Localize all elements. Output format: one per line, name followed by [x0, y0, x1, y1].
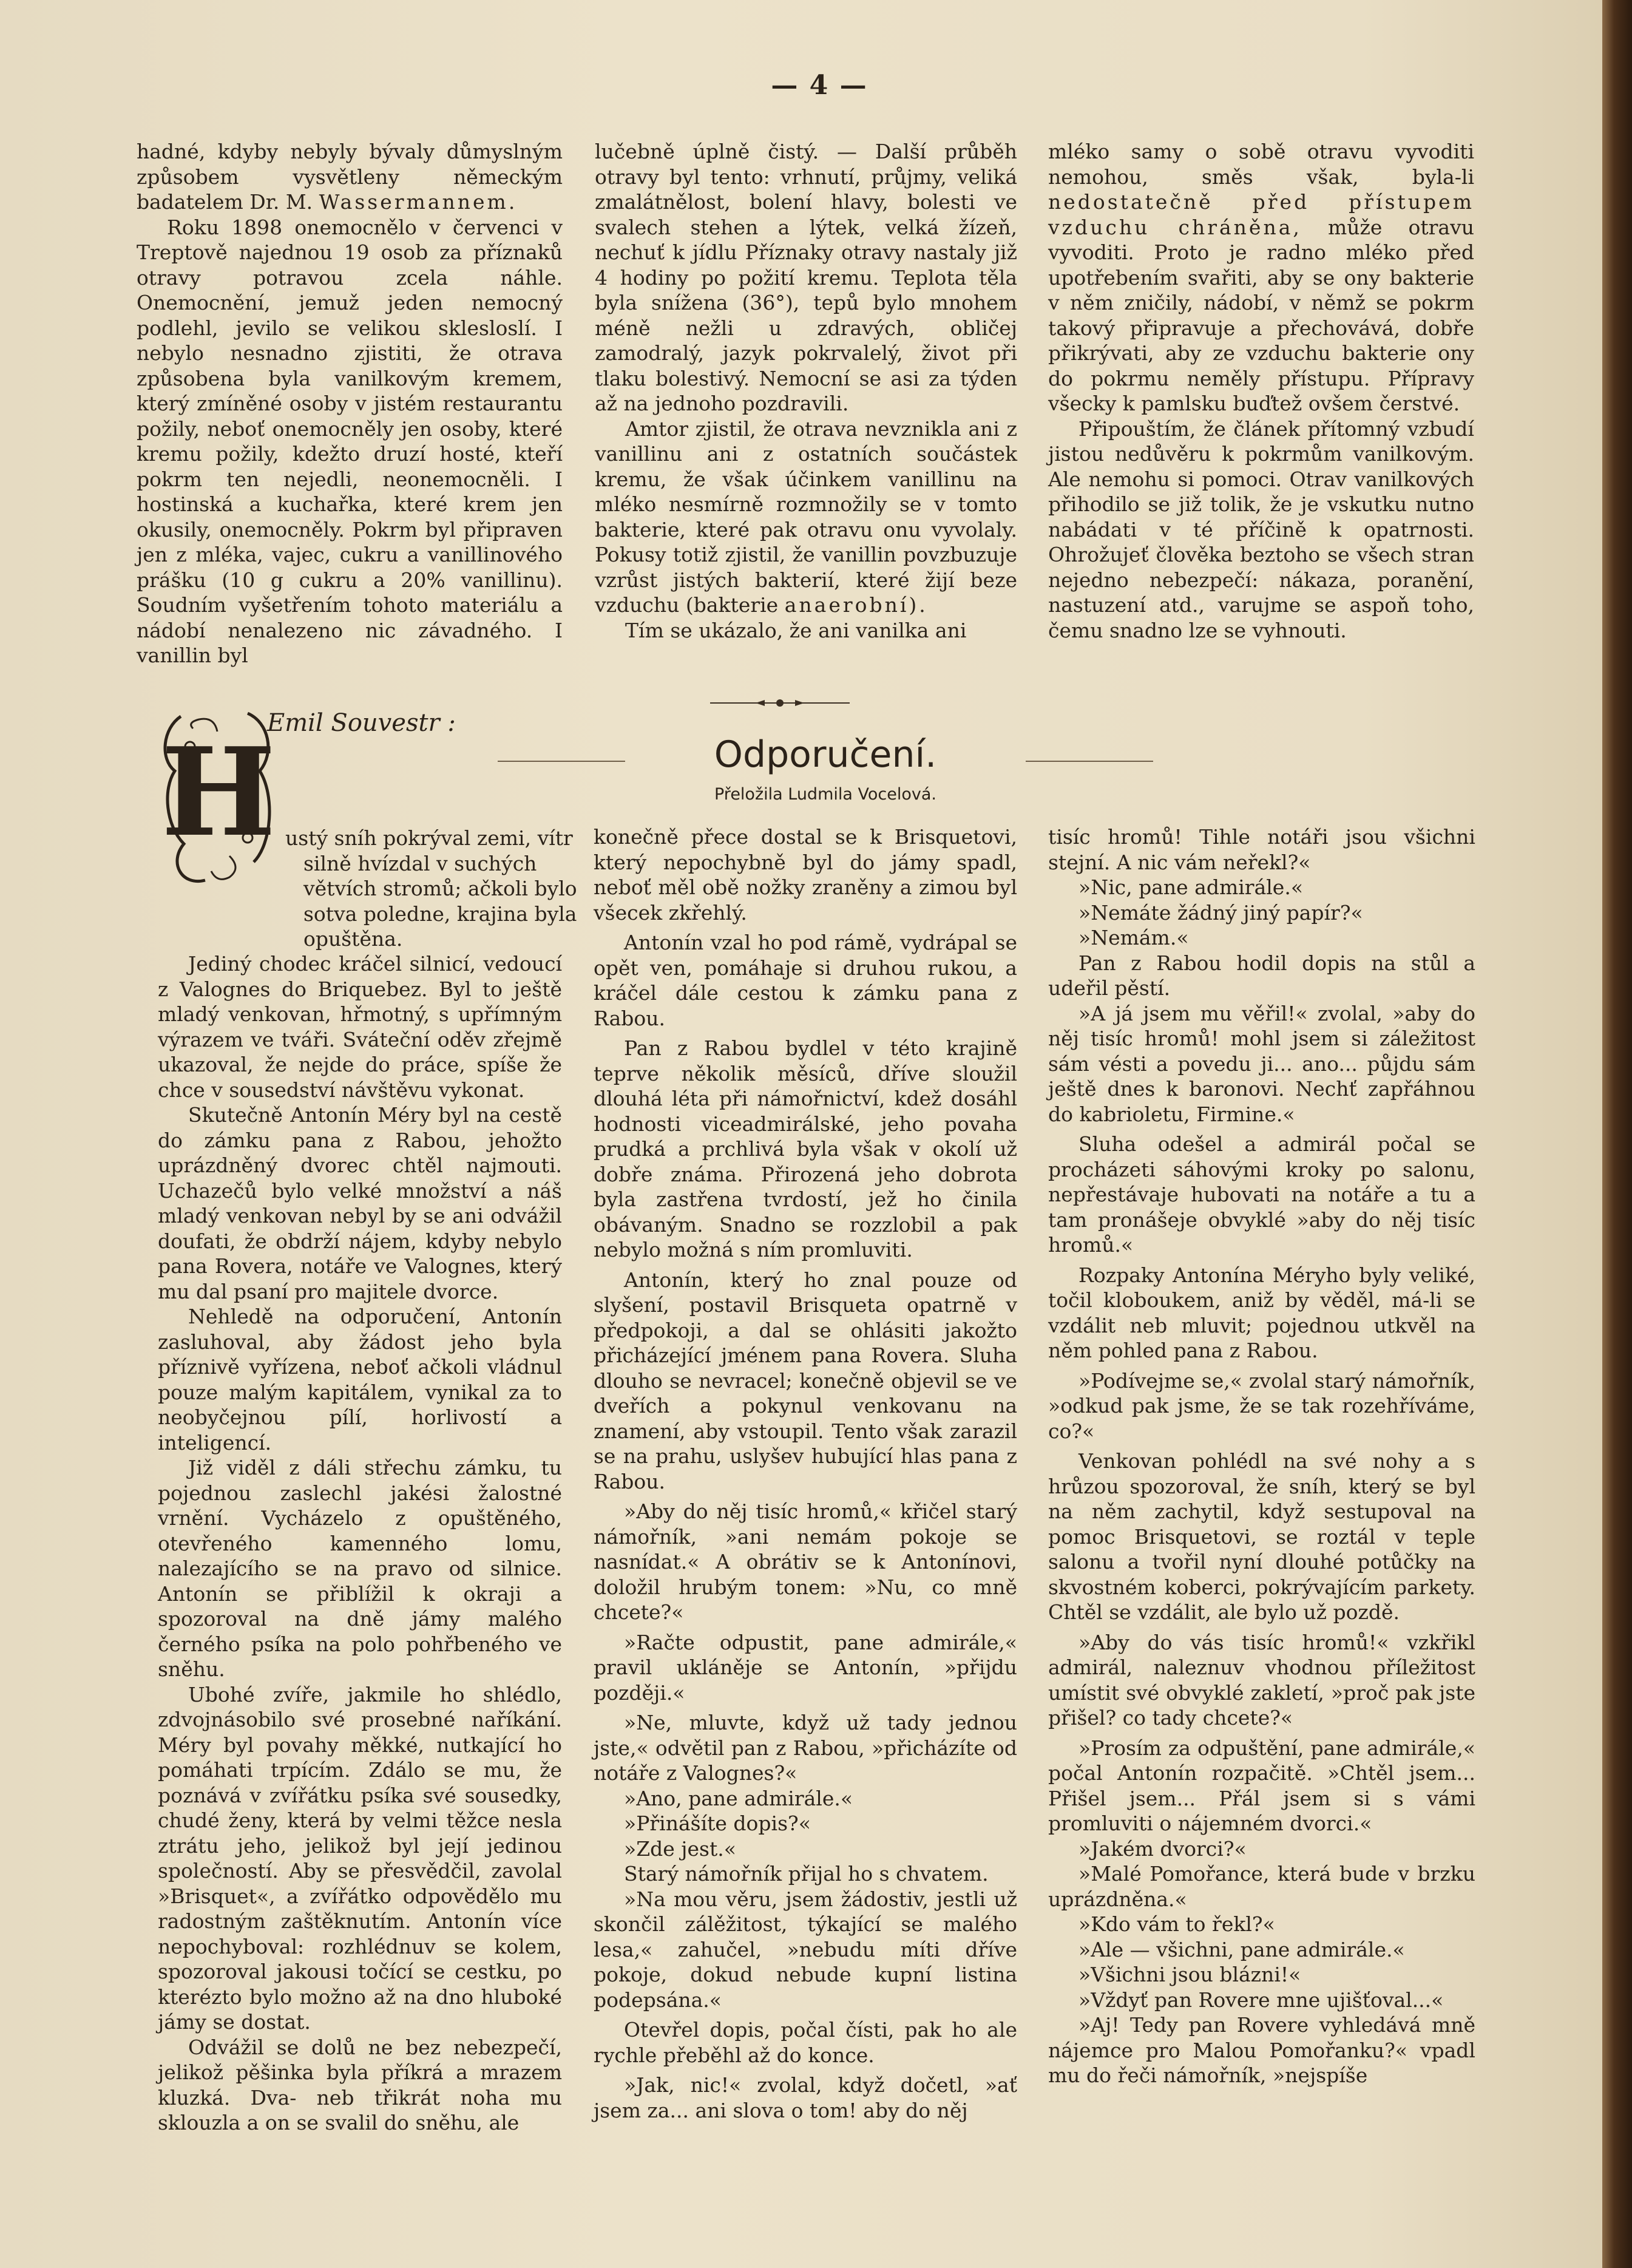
paragraph: Antonín, který ho znal pouze od slyšení, postavil Brisqueta opatrně v předpokoji, a dal se ohlásiti jakožto přicházející jménem pana Rovera. Sluha dlouho se nevracel; konečně objevil se ve dveřích a pokynul venkovanu na znamení, aby vstoupil. Tento však zarazil se na prahu, uslyšev hubující hlas pana z Rabou.	[594, 1268, 1017, 1493]
article1-column-1	[137, 139, 563, 668]
story-opening-lines	[285, 826, 577, 952]
paragraph: »Nemáte žádný jiný papír?«	[1078, 900, 1363, 925]
paragraph: tisíc hromů! Tihle notáři jsou všichni stejní. A nic vám neřekl?«	[1048, 825, 1475, 874]
paragraph: lučebně úplně čistý. — Další průběh otravy byl tento: vrhnutí, průjmy, veliká zmalátnělost, bolení hlavy, bolesti ve svalech stehen a lýtek, velká žízeň, nechuť k jídlu Příznaky otravy nastaly již 4 hodiny po požití kremu. Teplota těla byla snížena (36°), tepů bylo mnohem méně nežli u zdravých, obličej zamodralý, jazyk pokrvalelý, život při tlaku bolestivý. Nemocní se asi za týden až na jednoho pozdravili.	[595, 140, 1017, 415]
paragraph: Starý námořník přijal ho s chvatem.	[624, 1862, 989, 1886]
opening-line: větvích stromů; ačkoli bylo	[303, 877, 577, 900]
paragraph: Pan z Rabou hodil dopis na stůl a udeřil pěstí.	[1048, 951, 1475, 1000]
paragraph: »Podívejme se,« zvolal starý námořník, »odkud pak jsme, že se tak rozehříváme, co?«	[1048, 1368, 1475, 1443]
paragraph: »Aj! Tedy pan Rovere vyhledává mně nájemce pro Malou Pomořanku?« vpadl mu do řeči námořník, »nejspíše	[1048, 2013, 1475, 2087]
paragraph: Připouštím, že článek přítomný vzbudí jistou nedůvěru k pokrmům vanilkovým. Ale nemohu si pomoci. Otrav vanilkových přihodilo se již tolik, že je vskutku nutno nabádati v té příčině k opatrnosti. Ohrožujeť člověka beztoho se všech stran nejedno nebezpečí: nákaza, poranění, nastuzení atd., varujme se aspoň toho, čemu snadno lze se vyhnouti.	[1048, 416, 1474, 642]
paragraph: »Ale — všichni, pane admirále.«	[1078, 1937, 1405, 1961]
title-rule-left	[498, 761, 625, 762]
paragraph: »Nic, pane admirále.«	[1078, 875, 1304, 899]
decorative-initial	[157, 704, 281, 889]
paragraph: Sluha odešel a admirál počal se procházeti sáhovými kroky po salonu, nepřestávaje hubovati na notáře a tu a tam pronášeje obvyklé »aby do něj tisíc hromů.«	[1048, 1132, 1475, 1257]
title-rule-right	[1026, 761, 1153, 762]
paragraph: Otevřel dopis, počal čísti, pak ho ale rychle přeběhl až do konce.	[594, 2018, 1017, 2067]
paragraph: Rozpaky Antonína Méryho byly veliké, točil kloboukem, aniž by věděl, má-li se vzdálit neb mluvit; pojednou utkvěl na něm pohled pana z Rabou.	[1048, 1263, 1475, 1362]
paragraph: »Přinášíte dopis?«	[624, 1811, 811, 1835]
paragraph: »Všichni jsou blázni!«	[1078, 1963, 1301, 1986]
paragraph: »Prosím za odpuštění, pane admirále,« počal Antonín rozpačitě. »Chtěl jsem... Přišel jsem... Přál jsem si s vámi promluviti o nájemném dvorci.«	[1048, 1736, 1475, 1835]
paragraph: »Račte odpustit, pane admirále,« pravil ukláněje se Antonín, »přijdu později.«	[594, 1630, 1017, 1705]
paragraph: Ubohé zvíře, jakmile ho shlédlo, zdvojnásobilo své prosebné naříkání. Méry byl povahy měkké, nutkající ho pomáhati trpícím. Zdálo se mu, že poznává v zvířátku psíka své sousedky, chudé ženy, která by velmi těžce nesla ztrátu jeho, jelikož byl její jedinou společností. Aby se přesvědčil, zavolal »Brisquet«, a zvířátko odpovědělo mu radostným zaštěknutím. Antonín více nepochyboval: rozhlédnuv se kolem, spozoroval jakousi točící se cestku, po kterézto bylo možno až na dno hluboké jámy se dostat.	[158, 1682, 562, 2034]
opening-line: sotva poledne, krajina byla	[303, 901, 577, 926]
story-title: Odporučení.	[714, 733, 937, 776]
article1-column-3	[1048, 139, 1474, 643]
opening-line: silně hvízdal v suchých	[303, 851, 537, 875]
story-column-1	[158, 951, 562, 2136]
paragraph: »Na mou věru, jsem žádostiv, jestli už skončil zálěžitost, týkající se malého lesa,« zahučel, »nebudu míti dříve pokoje, dokud nebude kupní listina podepsána.«	[594, 1887, 1017, 2012]
paragraph: mléko samy o sobě otravu vyvoditi nemohou, směs však, byla-li nedostatečně před přístupem vzduchu chráněna, může otravu vyvoditi. Proto je radno mléko před upotřebením svařiti, aby se ony bakterie v něm zničily, nádobí, v němž se pokrm takový připravuje a přechovává, dobře přikrývati, aby ze vzduchu bakterie ony do pokrmu neměly přístupu. Přípravy všecky k pamlsku buďtež ovšem čerstvé.	[1048, 140, 1474, 415]
emphasis: nedostatečně před přístupem vzduchu chráněna,	[1048, 190, 1474, 239]
paragraph: Venkovan pohlédl na své nohy a s hrůzou spozoroval, že sníh, který se byl na něm zachytil, když sestupoval na pomoc Brisquetovi, se roztál v teple salonu a tvořil nyní dlouhé potůčky na skvostném koberci, pokrývajícím parkety. Chtěl se vzdálit, ale bylo už pozdě.	[1048, 1449, 1475, 1624]
paragraph: »Aby do vás tisíc hromů!« vzkřikl admirál, naleznuv vhodnou příležitost umístit své obvyklé zakletí, »proč pak jste přišel? co tady chcete?«	[1048, 1630, 1475, 1730]
paragraph: »Jakém dvorci?«	[1078, 1836, 1247, 1861]
section-divider-ornament	[704, 697, 856, 709]
translator-credit: Přeložila Ludmila Vocelová.	[714, 785, 936, 804]
paragraph: Již viděl z dáli střechu zámku, tu pojednou zaslechl jakési žalostné vrnění. Vycházelo z opuštěného, otevřeného kamenného lomu, nalezajícího se na pravo od silnice. Antonín se přiblížil k okraji a spozoroval na dně jámy malého černého psíka na polo pohřbeného ve sněhu.	[158, 1456, 562, 1681]
paragraph: »Ne, mluvte, když už tady jednou jste,« odvětil pan z Rabou, »přicházíte od notáře z Valognes?«	[594, 1711, 1017, 1785]
emphasis: anaerobní).	[784, 593, 928, 617]
paragraph: Tím se ukázalo, že ani vanilka ani	[625, 618, 967, 642]
paragraph: Amtor zjistil, že otrava nevznikla ani z vanillinu ani z ostatních součástek kremu, že však účinkem vanillinu na mléko nesmírně rozmnožily se v tomto bakterie, které pak otravu onu vyvolaly. Pokusy totiž zjistil, že vanillin povzbuzuje vzrůst jistých bakterií, které žijí beze vzduchu (bakterie anaerobní).	[595, 416, 1017, 617]
paragraph: »Zde jest.«	[624, 1836, 736, 1861]
emphasis: Wassermannem.	[319, 190, 518, 214]
paragraph: Jediný chodec kráčel silnicí, vedoucí z Valognes do Briquebez. Byl to ještě mladý venkovan, hřmotný, s upřímným výrazem ve tváři. Sváteční oděv zřejmě ukazoval, že nejde do práce, spíše že chce v sousedství návštěvu vykonat.	[158, 952, 562, 1102]
page-edge	[1602, 0, 1632, 2268]
page-number: — 4 —	[771, 70, 868, 101]
paragraph: »Jak, nic!« zvolal, když dočetl, »ať jsem za... ani slova o tom! aby do něj	[594, 2073, 1017, 2122]
paragraph: Nehledě na odporučení, Antonín zasluhoval, aby žádost jeho byla příznivě vyřízena, neboť ačkoli vládnul pouze malým kapitálem, vynikal za to neobyčejnou pílí, horlivostí a inteligencí.	[158, 1305, 562, 1455]
paragraph: Antonín vzal ho pod rámě, vydrápal se opět ven, pomáhaje si druhou rukou, a kráčel dále cestou k zámku pana z Rabou.	[594, 931, 1017, 1030]
paragraph: »Kdo vám to řekl?«	[1078, 1912, 1275, 1936]
paragraph: »Ano, pane admirále.«	[624, 1786, 853, 1810]
article1-column-2	[595, 139, 1017, 643]
paragraph: »Vždyť pan Rovere mne ujišťoval...«	[1078, 1988, 1444, 2012]
story-column-2	[594, 824, 1017, 2123]
opening-line: opuštěna.	[303, 927, 403, 951]
paragraph: »Malé Pomořance, která bude v brzku uprázdněna.«	[1048, 1862, 1475, 1911]
paragraph: Pan z Rabou bydlel v této krajině teprve několik měsíců, dříve sloužil dlouhá léta při námořnictví, kdež dosáhl hodnosti viceadmirálské, jeho povaha prudká a prchlivá byla však v okolí už dobře známa. Přirozená jeho dobrota byla zastřena tvrdostí, jež ho činila obávaným. Snadno se rozzlobil a pak nebylo možná s ním promluviti.	[594, 1036, 1017, 1261]
paragraph: »Aby do něj tisíc hromů,« křičel starý námořník, »ani nemám pokoje se nasnídat.« A obrátiv se k Antonínovi, doložil hrubým tonem: »Nu, co mně chcete?«	[594, 1499, 1017, 1624]
paragraph: Odvážil se dolů ne bez nebezpečí, jelikož pěšinka byla příkrá a mrazem kluzká. Dva- neb třikrát noha mu sklouzla a on se svalil do sněhu, ale	[158, 2035, 562, 2134]
paragraph: Skutečně Antonín Méry byl na cestě do zámku pana z Rabou, jehožto uprázdněný dvorec chtěl najmouti. Uchazečů bylo velké množství a náš mladý venkovan nebyl by se ani odvážil doufati, že obdrží nájem, kdyby nebylo pana Rovera, notáře ve Valognes, který mu dal psaní pro majitele dvorce.	[158, 1103, 562, 1303]
paragraph: »A já jsem mu věřil!« zvolal, »aby do něj tisíc hromů! mohl jsem si záležitost sám vésti a povedu ji... ano... půjdu sám ještě dnes k baronovi. Nechť zapřáhnou do kabrioletu, Firmine.«	[1048, 1001, 1475, 1126]
opening-line: ustý sníh pokrýval zemi, vítr	[285, 826, 573, 850]
paragraph: »Nemám.«	[1078, 926, 1189, 949]
initial-letter: H	[161, 721, 276, 864]
author-name: Emil Souvestr :	[267, 709, 456, 737]
paragraph: hadné, kdyby nebyly bývaly důmyslným způsobem vysvětleny německým badatelem Dr. M. Wassermannem.	[137, 140, 563, 214]
paragraph: Roku 1898 onemocnělo v červenci v Treptově najednou 19 osob za příznaků otravy potravou zcela náhle. Onemocnění, jemuž jeden nemocný podlehl, jevilo se velikou sklesloslí. I nebylo nesnadno zjistiti, že otrava způsobena byla vanilkovým kremem, který zmíněné osoby v jistém restaurantu požily, neboť onemocněly jen osoby, které kremu požily, kdežto druzí hosté, kteří pokrm ten nejedli, neonemocněli. I hostinská a kuchařka, které krem jen okusily, onemocněly. Pokrm byl připraven jen z mléka, vajec, cukru a vanillinového prášku (10 g cukru a 20% vanillinu). Soudním vyšetřením tohoto materiálu a nádobí nenalezeno nic závadného. I vanillin byl	[137, 215, 563, 667]
story-column-3	[1048, 824, 1475, 2088]
paragraph: konečně přece dostal se k Brisquetovi, který nepochybně byl do jámy spadl, neboť měl obě nožky zraněny a zimou byl všecek zkřehlý.	[594, 825, 1017, 925]
